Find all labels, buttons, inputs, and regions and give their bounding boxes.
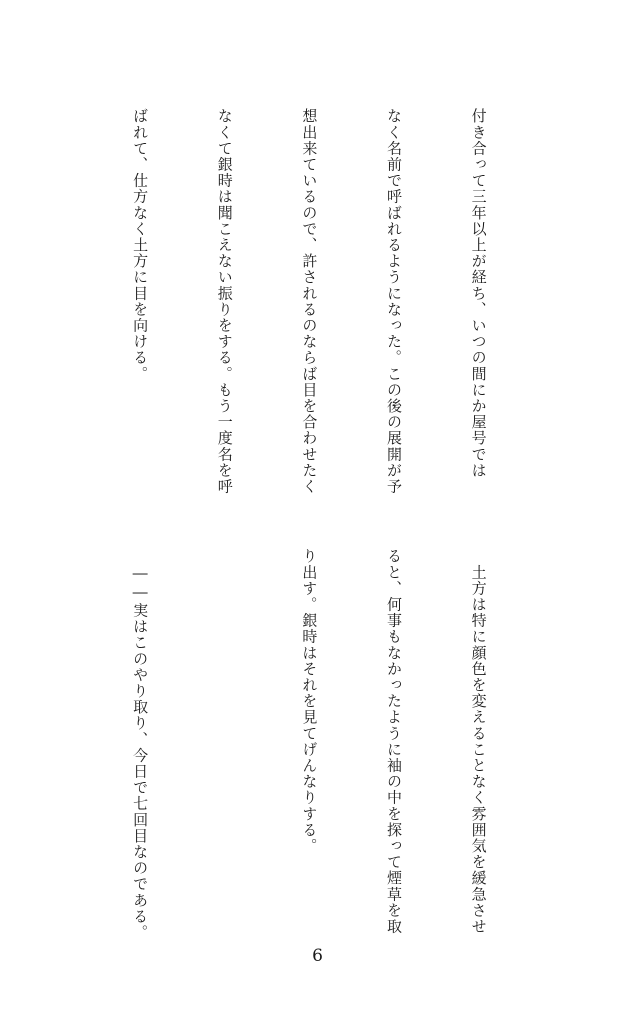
text-line: 土方は特に顔色を変えることなく雰囲気を緩急させ [469,548,488,935]
page-number: 6 [312,946,323,966]
blank-line [41,548,69,948]
text-line: 想出来ているので、許されるのならば目を合わせたく [300,108,319,495]
text-line: ると、何事もなかったように袖の中を探って煙草を取 [384,548,403,935]
text-line: ――実はこのやり取り、今日で七回目なのである。 [131,548,150,941]
text-line: なく名前で呼ばれるようになった。この後の展開が予 [384,108,403,495]
text-line: 付き合って三年以上が経ち、いつの間にか屋号では [469,108,488,479]
upper-text-block [79,108,549,508]
text-line: ばれて、仕方なく土方に目を向ける。 [131,108,150,382]
text-line: なくて銀時は聞こえない振りをする。もう一度名を呼 [215,108,234,495]
text-line: り出す。銀時はそれを見てげんなりする。 [300,548,319,854]
blank-line [41,108,69,508]
lower-text-block [79,548,549,948]
blank-line [211,548,239,948]
